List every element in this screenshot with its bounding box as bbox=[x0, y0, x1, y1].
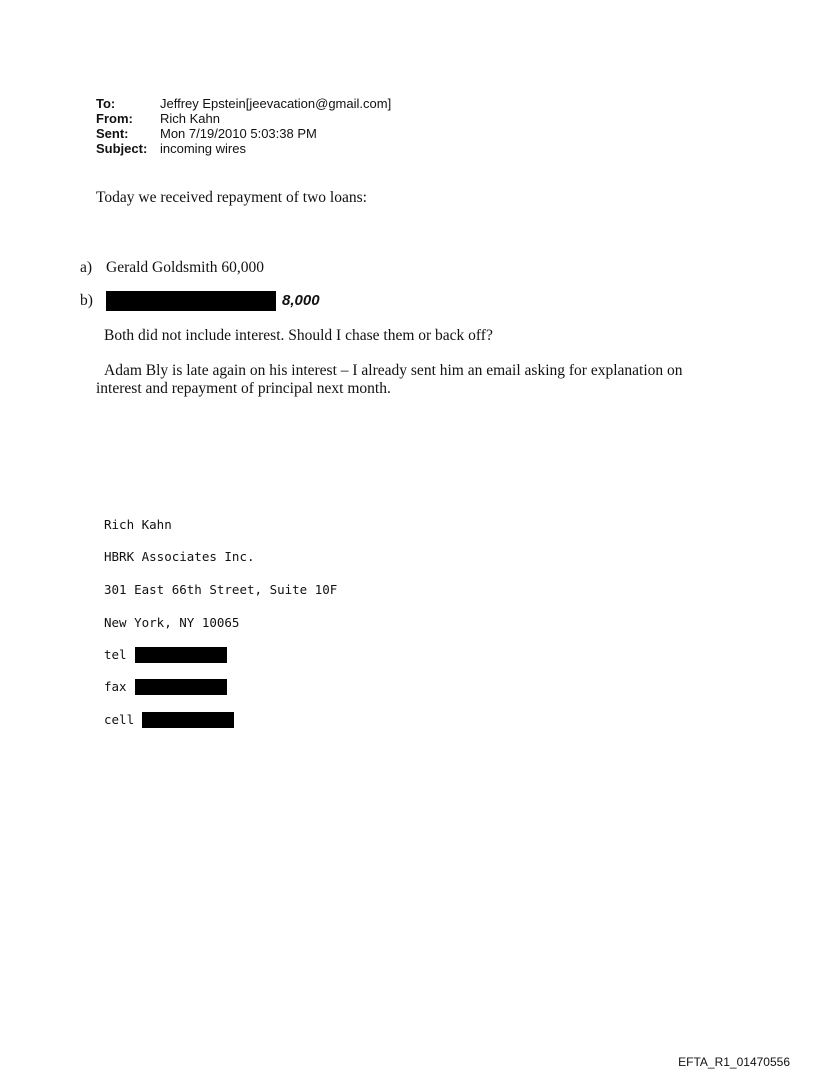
to-label: To: bbox=[96, 96, 116, 111]
signature-company: HBRK Associates Inc. bbox=[104, 549, 255, 564]
loan-b-marker: b) bbox=[80, 292, 93, 309]
header-to-row bbox=[96, 96, 391, 111]
document-id: EFTA_R1_01470556 bbox=[678, 1055, 790, 1069]
signature-city: New York, NY 10065 bbox=[104, 615, 240, 630]
from-value: Rich Kahn bbox=[160, 111, 220, 126]
loan-item-b bbox=[80, 291, 320, 311]
subject-label: Subject: bbox=[96, 141, 148, 156]
cell-redaction-bar bbox=[142, 712, 234, 728]
paragraph-adam-bly: Adam Bly is late again on his interest – I already sent him an email asking for explanation on interest and repayment of principal next month. bbox=[96, 362, 683, 397]
tel-label: tel bbox=[104, 647, 127, 662]
redaction-bar bbox=[106, 291, 276, 311]
fax-redaction-bar bbox=[135, 679, 227, 695]
sent-label: Sent: bbox=[96, 126, 129, 141]
header-subject-row bbox=[96, 141, 391, 156]
sent-value: Mon 7/19/2010 5:03:38 PM bbox=[160, 126, 317, 141]
loan-item-a bbox=[80, 259, 264, 277]
signature-fax-row bbox=[104, 679, 227, 695]
header-from-row bbox=[96, 111, 391, 126]
from-label: From: bbox=[96, 111, 133, 126]
loan-b-amount: 8,000 bbox=[282, 292, 320, 309]
paragraph-interest: Both did not include interest. Should I chase them or back off? bbox=[104, 327, 493, 344]
signature-address: 301 East 66th Street, Suite 10F bbox=[104, 582, 338, 597]
loan-a-marker: a) bbox=[80, 259, 93, 276]
tel-redaction-bar bbox=[135, 647, 227, 663]
cell-label: cell bbox=[104, 712, 135, 727]
intro-text: Today we received repayment of two loans: bbox=[96, 189, 367, 206]
signature-tel-row bbox=[104, 647, 227, 663]
header-sent-row bbox=[96, 126, 391, 141]
email-header bbox=[96, 96, 391, 156]
fax-label: fax bbox=[104, 679, 127, 694]
to-value: Jeffrey Epstein[jeevacation@gmail.com] bbox=[160, 96, 392, 111]
signature-cell-row bbox=[104, 712, 234, 728]
subject-value: incoming wires bbox=[160, 141, 246, 156]
loan-a-text: Gerald Goldsmith 60,000 bbox=[106, 259, 264, 276]
signature-name: Rich Kahn bbox=[104, 517, 172, 532]
